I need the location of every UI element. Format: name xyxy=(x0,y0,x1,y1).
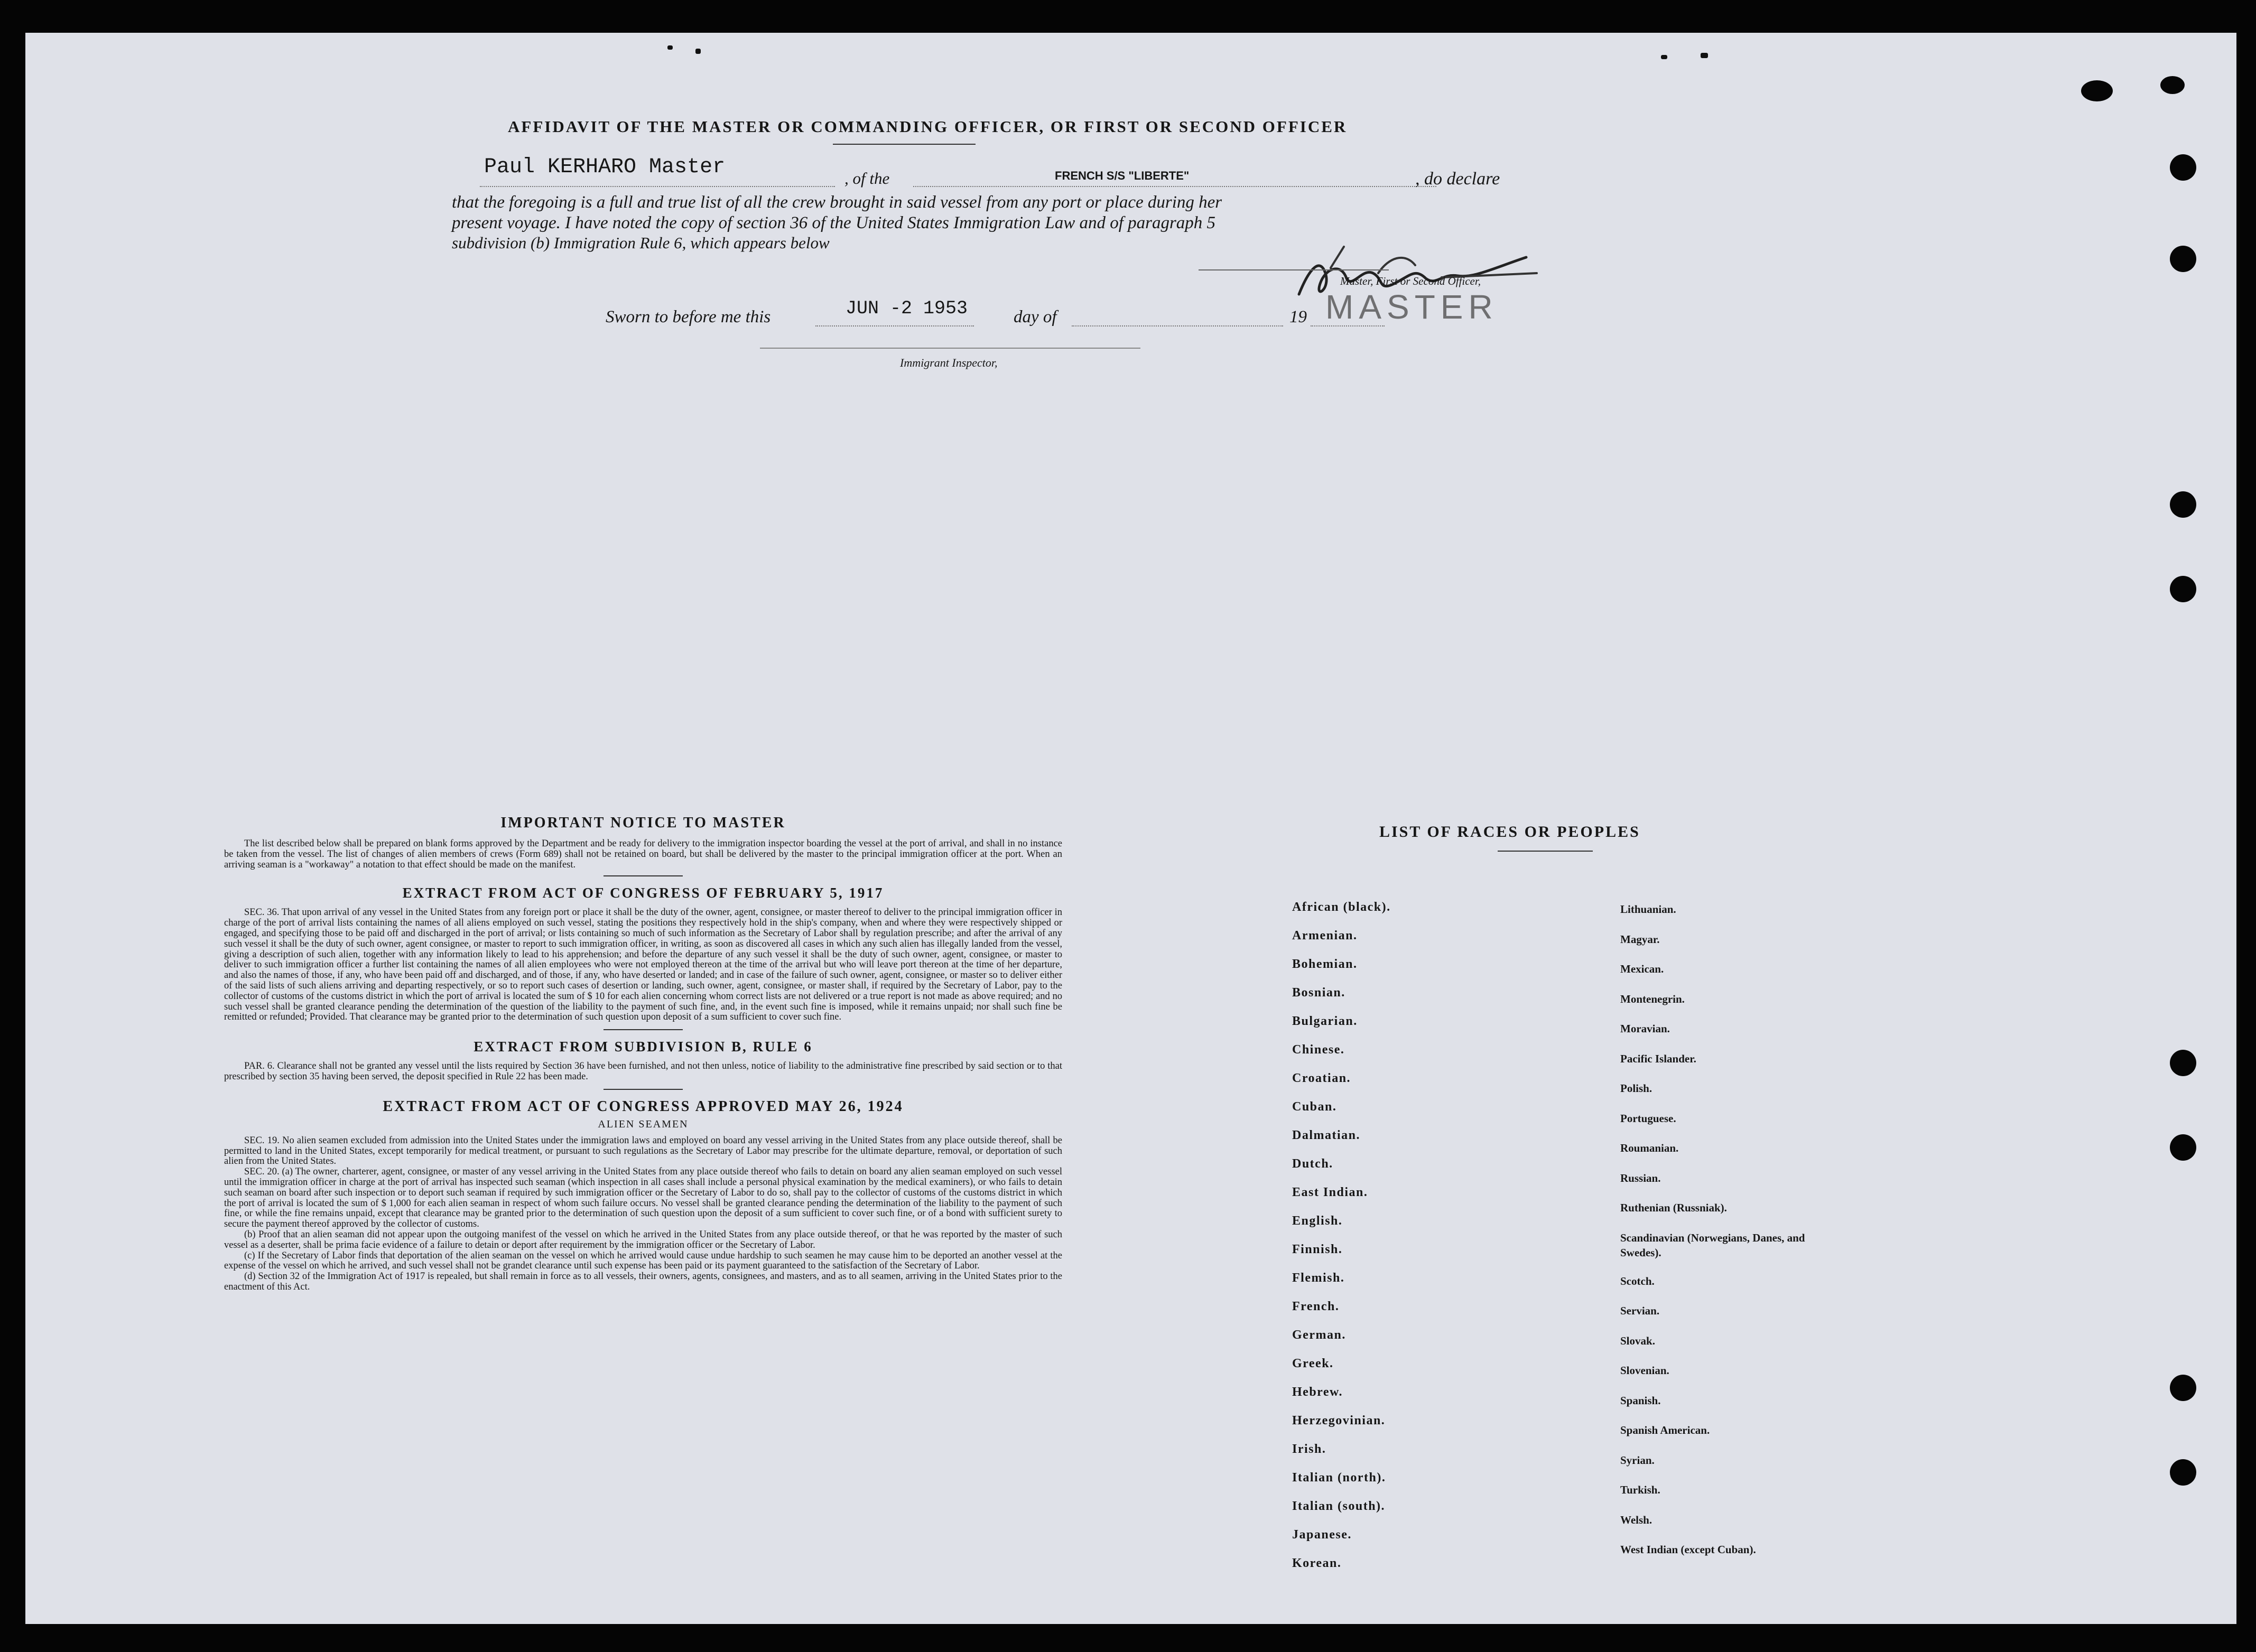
day-line xyxy=(1072,325,1283,326)
race-item: Korean. xyxy=(1292,1556,1342,1570)
race-item: Bosnian. xyxy=(1292,986,1345,1000)
title-rule xyxy=(833,144,976,145)
race-item: Turkish. xyxy=(1620,1483,1660,1496)
vessel-line xyxy=(913,186,1436,187)
race-item: Herzegovinian. xyxy=(1292,1414,1386,1427)
race-item: Scandinavian (Norwegians, Danes, and Swedes). xyxy=(1620,1231,1805,1259)
notice-column xyxy=(224,815,1062,1293)
race-item: Slovenian. xyxy=(1620,1364,1669,1377)
punch-hole xyxy=(2170,491,2196,518)
race-item: Flemish. xyxy=(1292,1271,1345,1285)
race-item: African (black). xyxy=(1292,900,1391,914)
signature-caption: Master, First or Second Officer, xyxy=(1340,275,1481,287)
master-name: Paul KERHARO Master xyxy=(484,155,726,179)
punch-hole xyxy=(2170,576,2196,602)
race-item: Chinese. xyxy=(1292,1043,1345,1057)
race-item: Portuguese. xyxy=(1620,1112,1676,1125)
race-item: Japanese. xyxy=(1292,1528,1352,1542)
notice-title: IMPORTANT NOTICE TO MASTER xyxy=(500,815,786,831)
race-item: Armenian. xyxy=(1292,929,1358,942)
extract3-sec20b: (b) Proof that an alien seaman did not appear upon the outgoing manifest of the vessel on which he arrived in the United States from any place outside thereof, or that he was reported by the master of such vessel as a deserter, shall be prima facie evidence of a failure to detain or deport after requirement by the immigration officer or the Secretary of Labor. xyxy=(224,1229,1062,1250)
race-item: Spanish American. xyxy=(1620,1424,1710,1436)
punch-hole xyxy=(2170,1375,2196,1401)
race-item: Montenegrin. xyxy=(1620,992,1685,1005)
extract3-title: EXTRACT FROM ACT OF CONGRESS APPROVED MAY 26, 1924 xyxy=(383,1098,904,1115)
scan-speck xyxy=(667,45,673,50)
notice-intro-text: The list described below shall be prepared on blank forms approved by the Department and be ready for delivery to the immigration inspector boarding the vessel at the port of arrival, and shall in no instance be taken from the vessel. The list of changes of alien members of crews (Form 689) shall not be retained on board, but shall be delivered by the master to the principal immigration officer at the port. When an arriving seaman is a "workaway" a notation to that effect should be made on the manifest. xyxy=(224,838,1062,870)
affidavit-line-3: present voyage. I have noted the copy of section 36 of the United States Immigration Law and of paragraph 5 xyxy=(452,213,1216,232)
race-item: Magyar. xyxy=(1620,932,1660,946)
extract2-body xyxy=(224,1061,1062,1082)
race-item: Mexican. xyxy=(1620,963,1664,975)
notice-intro xyxy=(224,839,1062,870)
divider xyxy=(604,1029,683,1030)
race-item: Ruthenian (Russniak). xyxy=(1620,1201,1727,1214)
affidavit-title: AFFIDAVIT OF THE MASTER OR COMMANDING OFFICER, OR FIRST OR SECOND OFFICER xyxy=(508,117,1348,136)
race-item: Welsh. xyxy=(1620,1513,1652,1526)
name-line xyxy=(480,186,835,187)
race-item: Cuban. xyxy=(1292,1100,1337,1114)
races-title: LIST OF RACES OR PEOPLES xyxy=(1379,823,1640,841)
divider xyxy=(604,875,683,876)
race-item: Italian (north). xyxy=(1292,1471,1386,1485)
extract3-sec19: SEC. 19. No alien seamen excluded from admission into the United States under the immigration laws and employed on board any vessel arriving in the United States from any place outside thereof, shall be permitted to land in the United States, except temporarily for medical treatment, or pursuant to such regulations as the Secretary of Labor may prescribe for the ultimate departure, removal, or deportation of such alien from the United States. xyxy=(224,1135,1062,1167)
extract3-sec20a: SEC. 20. (a) The owner, charterer, agent, consignee, or master of any vessel arriving in the United States from any place outside thereof who fails to detain on board any alien seaman employed on such vessel until the immigration officer in charge at the port of arrival has inspected such seaman (which inspection in all cases shall include a personal physical examination by the medical examiners), or who fails to detain such seaman on board after such inspection or to deport such seaman if required by such immigration officer or the Secretary of Labor to do so, shall pay to the collector of customs of the customs district in which the port of arrival is located the sum of $ 1,000 for each alien seaman in respect of whom such failure occurs. No vessel shall be granted clearance pending the determination of the liability to the payment of such fine, or while the fine remains unpaid, except that clearance may be granted prior to the determination of such question upon the deposit of a sum sufficient to cover such fine, or of a bond with sufficient surety to secure the payment thereof approved by the collector of customs. xyxy=(224,1166,1062,1230)
race-item: Roumanian. xyxy=(1620,1142,1679,1154)
affidavit-line-4: subdivision (b) Immigration Rule 6, which appears below xyxy=(452,234,830,252)
sworn-date: JUN -2 1953 xyxy=(846,298,968,319)
punch-hole xyxy=(2170,1459,2196,1486)
race-item: Pacific Islander. xyxy=(1620,1052,1696,1065)
master-stamp: MASTER xyxy=(1325,288,1498,326)
race-item: Dalmatian. xyxy=(1292,1128,1360,1142)
extract2-title: EXTRACT FROM SUBDIVISION B, RULE 6 xyxy=(474,1039,813,1055)
scan-speck xyxy=(695,49,701,54)
race-item: Bulgarian. xyxy=(1292,1014,1358,1028)
race-item: Servian. xyxy=(1620,1304,1660,1317)
race-item: Hebrew. xyxy=(1292,1385,1343,1399)
day-of-label: day of xyxy=(1014,307,1057,326)
punch-hole xyxy=(2081,80,2113,101)
race-item: Greek. xyxy=(1292,1357,1334,1370)
year-line xyxy=(1311,325,1385,326)
extract3-sec20c: (c) If the Secretary of Labor finds that deportation of the alien seaman on the vessel on which he arrived would cause undue hardship to such seamen he may cause him to be deported an another vessel at the expense of the vessel on which he arrived, and such vessel shall not be grandet clearance until such expense has been paid or its payment guaranteed to the satisfaction of the Secretary of Labor. xyxy=(224,1250,1062,1272)
race-item: Syrian. xyxy=(1620,1453,1655,1467)
race-item: English. xyxy=(1292,1214,1343,1228)
race-item: East Indian. xyxy=(1292,1186,1368,1199)
sworn-label: Sworn to before me this xyxy=(606,307,771,326)
punch-hole xyxy=(2160,76,2185,94)
extract1-body xyxy=(224,908,1062,1023)
race-item: Polish. xyxy=(1620,1082,1652,1095)
race-item: French. xyxy=(1292,1300,1340,1313)
extract3-body xyxy=(224,1136,1062,1293)
race-item: Scotch. xyxy=(1620,1274,1655,1287)
signature-line xyxy=(1199,269,1389,270)
race-item: Finnish. xyxy=(1292,1243,1343,1256)
date-line xyxy=(815,325,974,326)
race-item: Moravian. xyxy=(1620,1022,1670,1035)
extract3-sec20d: (d) Section 32 of the Immigration Act of 1917 is repealed, but shall remain in force as to all vessels, their owners, agents, consignees, and masters, and as to all seamen, arriving in the United States prior to the enactment of this Act. xyxy=(224,1271,1062,1292)
document-page xyxy=(25,33,2236,1624)
race-item: West Indian (except Cuban). xyxy=(1620,1543,1756,1556)
punch-hole xyxy=(2170,246,2196,272)
race-item: Dutch. xyxy=(1292,1157,1333,1171)
extract1-title: EXTRACT FROM ACT OF CONGRESS OF FEBRUARY 5, 1917 xyxy=(402,885,884,901)
punch-hole xyxy=(2170,154,2196,181)
scan-speck xyxy=(1661,55,1667,59)
extract1-text: SEC. 36. That upon arrival of any vessel in the United States from any foreign port or place it shall be the duty of the owner, agent, consignee, or master thereof to deliver to the principal immigration officer in charge of the port of arrival lists containing the names of all aliens employed on such vessel, stating the positions they respectively hold in the ship's company, when and where they were respectively shipped or engaged, and specifying those to be paid off and discharged in the port of arrival; or lists containing so much of such information as the Secretary of Labor shall by regulation prescribe; and after the arrival of any such vessel it shall be the duty of such owner, agent consignee, or master to report to such immigration officer, in writing, as soon as discovered all cases in which any such alien has illegally landed from the vessel, giving a description of such alien, together with any information likely to lead to his apprehension; and before the departure of any such vessel it shall be the duty of such owner, agent, consignee, or master to deliver to such immigration officer a further list containing the names of all alien employees who were not employed thereon at the time of the arrival but who will leave port thereon at the time of her departure, and also the names of those, if any, who have been paid off and discharged, and of those, if any, who have deserted or landed; and in case of the failure of such owner, agent, consignee, or master so to deliver either of the said lists of such aliens arriving and departing respectively, or so to report such cases of desertion or landing, such owner, agent, consignee, or master shall, if required by the Secretary of Labor, pay to the collector of customs of the customs district in which the port of arrival is located the sum of $ 10 for each alien concerning whom correct lists are not delivered or a true report is not made as above required; and no such vessel shall be granted clearance pending the determination of the question of the liability to the payment of such fine, and, in the event such fine is imposed, while it remains unpaid; nor shall such fine be remitted or refunded; Provided. That clearance may be granted prior to the determination of such question upon deposit of a sum sufficient to cover such fine. xyxy=(224,907,1062,1023)
divider xyxy=(604,1089,683,1090)
punch-hole xyxy=(2170,1050,2196,1076)
race-item: Italian (south). xyxy=(1292,1499,1386,1513)
race-item: Lithuanian. xyxy=(1620,903,1676,916)
scan-speck xyxy=(1701,53,1708,58)
race-item: Bohemian. xyxy=(1292,957,1358,971)
race-item: Croatian. xyxy=(1292,1071,1351,1085)
race-item: Russian. xyxy=(1620,1171,1661,1184)
inspector-label: Immigrant Inspector, xyxy=(900,356,998,369)
affidavit-line-2: that the foregoing is a full and true list of all the crew brought in said vessel from any port or place during her xyxy=(452,193,1222,212)
inspector-line xyxy=(760,348,1140,349)
races-rule xyxy=(1498,851,1593,852)
race-item: Irish. xyxy=(1292,1442,1326,1456)
race-item: Spanish. xyxy=(1620,1394,1661,1407)
race-item: German. xyxy=(1292,1328,1346,1342)
race-item: Slovak. xyxy=(1620,1334,1655,1347)
of-the-label: , of the xyxy=(844,169,890,188)
punch-hole xyxy=(2170,1134,2196,1161)
extract3-subtitle: ALIEN SEAMEN xyxy=(598,1118,689,1130)
vessel-name: FRENCH S/S "LIBERTE" xyxy=(1055,169,1190,182)
extract2-text: PAR. 6. Clearance shall not be granted any vessel until the lists required by Section 36 have been furnished, and not then unless, notice of liability to the administrative fine prescribed by said section or to that prescribed by section 35 having been served, the deposit specified in Rule 22 has been made. xyxy=(224,1061,1062,1082)
do-declare-label: , do declare xyxy=(1415,169,1500,189)
year-label: 19 xyxy=(1289,307,1307,326)
